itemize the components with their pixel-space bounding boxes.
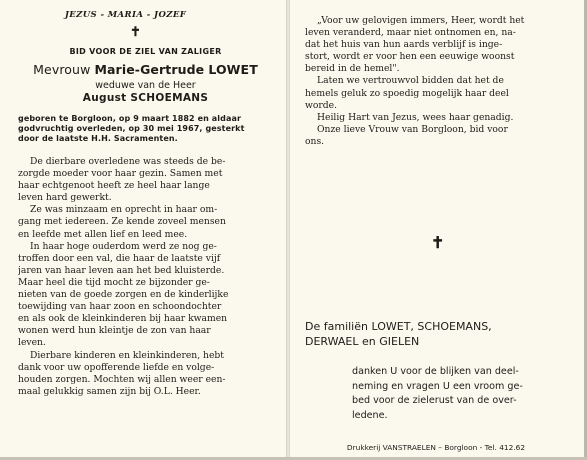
thanks-text [352, 365, 572, 423]
card-fold [286, 0, 290, 460]
text-line: De dierbare overledene was steeds de be- [30, 156, 226, 167]
text-line: gang met iedereen. Ze kende zoveel mensen [18, 216, 226, 228]
right-panel [305, 15, 567, 452]
cross-icon: ✝ [431, 233, 445, 252]
family-names [305, 320, 567, 349]
prayer-heading: BID VOOR DE ZIEL VAN ZALIGER [69, 47, 222, 56]
text-line: en leefde met allen lief en leed mee. [18, 228, 188, 240]
text-line: leven. [18, 337, 46, 349]
text-line: In haar hoge ouderdom werd ze nog ge- [30, 240, 217, 252]
name-given: Marie-Gertrude [94, 62, 205, 77]
family-line: DERWAEL en GIELEN [305, 334, 420, 348]
left-panel [18, 10, 273, 398]
widow-line: weduwe van de Heer [95, 80, 196, 91]
text-line: maal gelukkig samen zijn bij O.L. Heer. [18, 385, 201, 397]
text-line: worde. [305, 99, 338, 111]
text-line: bereid in de hemel". [305, 63, 400, 75]
family-line: De familiën LOWET, SCHOEMANS, [305, 320, 492, 333]
top-invocation: JEZUS - MARIA - JOZEF [64, 10, 187, 20]
text-line: danken U voor de blijken van deel- [352, 366, 519, 377]
text-line: Dierbare kinderen en kleinkinderen, hebt [30, 349, 224, 361]
prayer-text [305, 15, 567, 148]
text-line: Onze lieve Vrouw van Borgloon, bid voor [317, 123, 508, 135]
text-line: leven hard gewerkt. [18, 192, 112, 204]
text-line: nieten van de goede zorgen en de kinderlijke [18, 289, 229, 301]
birth-death-dates [18, 114, 273, 144]
text-line: neming en vragen U een vroom ge- [352, 380, 523, 392]
text-line: wonen werd hun kleintje de zon van haar [18, 325, 211, 337]
text-line: en als ook de kleinkinderen bij haar kwamen [18, 313, 228, 325]
text-line: Heilig Hart van Jezus, wees haar genadig. [317, 111, 514, 123]
text-line: Laten we vertrouwvol bidden dat het de [317, 75, 504, 87]
text-line: ons. [305, 135, 325, 147]
text-line: hemels geluk zo spoedig mogelijk haar deel [305, 87, 509, 99]
text-line: troffen door een val, die haar de laatste vijf [18, 252, 221, 264]
husband-name: August SCHOEMANS [82, 92, 209, 104]
text-line: Maar heel die tijd mocht ze bijzonder ge- [18, 276, 210, 288]
text-line: bed voor de zielerust van de over- [352, 395, 517, 406]
text-line: stort, wordt er voor hen een eeuwige woonst [305, 51, 515, 63]
cross-icon: ✝ [130, 25, 141, 40]
text-line: Ze was minzaam en oprecht in haar om- [30, 204, 218, 216]
text-line: zorgde moeder voor haar gezin. Samen met [18, 168, 223, 180]
text-line: ledene. [352, 409, 388, 421]
text-line: haar echtgenoot heeft ze heel haar lange [18, 180, 210, 192]
name-prefix: Mevrouw [33, 62, 91, 77]
text-line: „Voor uw gelovigen immers, Heer, wordt het [317, 15, 525, 26]
biography-text [18, 156, 273, 398]
text-line: dank voor uw opofferende liefde en volge- [18, 361, 215, 373]
text-line: houden zorgen. Mochten wij allen weer een- [18, 373, 226, 385]
printer-credit: Drukkerij VANSTRAELEN – Borgloon - Tel. 412.62 [346, 443, 526, 452]
text-line: toewijding van haar zoon en schoondochter [18, 301, 222, 313]
dates-line: godvruchtig overleden, op 30 mei 1967, gesterkt [18, 124, 245, 133]
text-line: jaren van haar leven aan het bed kluisterde. [18, 264, 225, 276]
text-line: dat het huis van hun aards verblijf is inge- [305, 39, 503, 51]
text-line: leven veranderd, maar niet ontnomen en, na- [305, 27, 516, 39]
dates-line: door de laatste H.H. Sacramenten. [18, 134, 178, 143]
deceased-name [18, 62, 273, 77]
dates-line: geboren te Borgloon, op 9 maart 1882 en aldaar [18, 114, 241, 123]
name-family: LOWET [208, 62, 258, 77]
